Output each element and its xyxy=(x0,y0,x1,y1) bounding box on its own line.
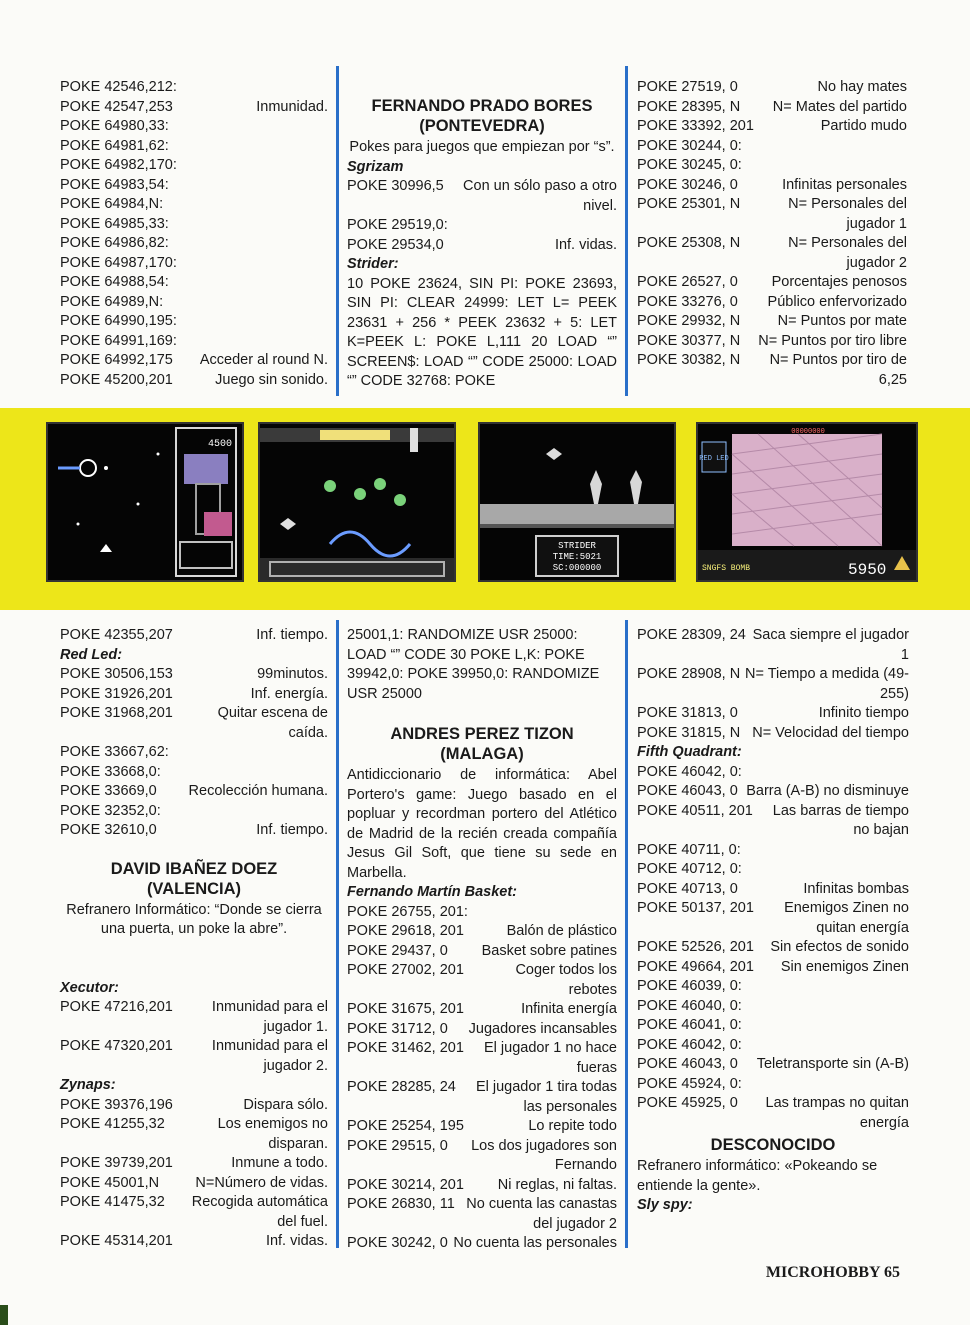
poke-code: POKE 46043, 0 xyxy=(637,1056,738,1072)
poke-list xyxy=(347,903,617,1254)
poke-row xyxy=(637,117,907,137)
poke-row xyxy=(637,938,909,958)
poke-row xyxy=(637,98,907,118)
page-corner-mark xyxy=(0,1305,8,1325)
poke-code: POKE 30996,5 xyxy=(347,178,444,194)
poke-code: POKE 32352,0: xyxy=(60,802,161,819)
poke-effect: Infinitas personales xyxy=(782,176,907,193)
poke-row xyxy=(60,254,328,274)
poke-effect: 99minutos. xyxy=(257,666,328,682)
page-footer: MICROHOBBY 65 xyxy=(765,1264,900,1281)
poke-code: POKE 25301, N xyxy=(637,196,741,212)
poke-list xyxy=(347,177,617,255)
poke-row xyxy=(637,137,907,157)
poke-row xyxy=(637,195,907,234)
poke-code: POKE 40712, 0: xyxy=(637,861,742,877)
strider-title: STRIDER xyxy=(558,541,596,551)
poke-code: POKE 45200,201 xyxy=(60,371,173,388)
poke-code: POKE 26527, 0 xyxy=(637,274,738,290)
poke-code: POKE 64980,33: xyxy=(60,118,169,134)
poke-code: POKE 42547,253 xyxy=(60,98,173,115)
poke-row xyxy=(637,273,907,293)
red-led-number: 5950 xyxy=(848,561,887,579)
poke-row xyxy=(637,665,909,704)
poke-effect: Saca siempre el jugador 1 xyxy=(752,627,909,663)
poke-row xyxy=(60,665,328,685)
poke-row xyxy=(637,724,909,744)
poke-effect: Acceder al round N. xyxy=(199,352,328,368)
poke-effect: Basket sobre patines xyxy=(481,942,617,959)
poke-code: POKE 64983,54: xyxy=(60,176,169,193)
poke-effect: Infinitas bombas xyxy=(803,880,909,897)
poke-effect: N= Puntos por tiro de 6,25 xyxy=(769,352,907,388)
poke-row xyxy=(637,841,909,861)
poke-effect: Con un sólo paso a otro nivel. xyxy=(463,178,617,214)
poke-row xyxy=(347,1117,617,1137)
poke-row xyxy=(347,1078,617,1117)
poke-code: POKE 29437, 0 xyxy=(347,942,448,959)
poke-code: POKE 45001,N xyxy=(60,1174,160,1191)
poke-row xyxy=(347,922,617,942)
poke-effect: N= Personales del jugador 1 xyxy=(788,196,907,232)
poke-row xyxy=(347,1234,617,1254)
poke-code: POKE 30246, 0 xyxy=(637,176,738,193)
poke-code: POKE 29534,0 xyxy=(347,236,444,253)
poke-row xyxy=(60,802,328,822)
column-divider xyxy=(336,620,339,1248)
poke-effect: Quitar escena de caída. xyxy=(217,705,328,741)
poke-row xyxy=(60,371,328,391)
poke-code: POKE 46042, 0: xyxy=(637,763,742,780)
poke-row xyxy=(60,78,328,98)
screenshot-xecutor xyxy=(46,422,244,582)
poke-row xyxy=(347,942,617,962)
poke-effect: N= Tiempo a medida (49-255) xyxy=(744,666,909,702)
poke-effect: Teletransporte sin (A-B) xyxy=(756,1056,909,1072)
poke-list xyxy=(60,626,328,646)
game-title: Fernando Martín Basket: xyxy=(347,884,517,900)
poke-row xyxy=(637,1075,909,1095)
poke-effect: Inf. tiempo. xyxy=(256,822,328,838)
poke-code: POKE 64990,195: xyxy=(60,313,177,329)
poke-row xyxy=(347,961,617,1000)
poke-code: POKE 52526, 201 xyxy=(637,939,754,955)
bottom-column-3 xyxy=(637,626,909,1216)
poke-row xyxy=(60,1174,328,1194)
poke-row xyxy=(60,743,328,763)
poke-code: POKE 39376,196 xyxy=(60,1096,173,1113)
poke-row xyxy=(60,156,328,176)
top-column-1 xyxy=(60,78,328,390)
top-column-3 xyxy=(637,78,907,390)
poke-row xyxy=(347,903,617,923)
intro-text: Antidiccionario de informática: Abel Portero's game: Juego basado en el popluar y recordman portero del Atlético de Madrid de la recién creada compañía Jesus Gil Soft, que tiene su sede en Marbella. xyxy=(347,767,617,881)
poke-code: POKE 31815, N xyxy=(637,724,741,741)
poke-effect: Inf. energía. xyxy=(250,685,328,702)
poke-row xyxy=(637,156,907,176)
poke-list xyxy=(60,78,328,390)
poke-row xyxy=(637,78,907,98)
poke-list xyxy=(60,998,328,1076)
poke-row xyxy=(637,332,907,352)
poke-row xyxy=(60,763,328,783)
poke-effect: Inf. tiempo. xyxy=(256,627,328,643)
poke-code: POKE 45925, 0 xyxy=(637,1095,738,1111)
intro-text: Pokes para juegos que empiezan por “s”. xyxy=(349,139,615,155)
poke-code: POKE 45314,201 xyxy=(60,1233,173,1249)
poke-code: POKE 42355,207 xyxy=(60,627,173,643)
game-title: Strider: xyxy=(347,256,399,272)
poke-row xyxy=(347,177,617,216)
bottom-column-2 xyxy=(347,626,617,1254)
poke-list xyxy=(60,665,328,841)
author-heading: ANDRES PEREZ TIZON (MALAGA) xyxy=(390,725,574,763)
poke-row xyxy=(60,1193,328,1232)
poke-row xyxy=(60,1096,328,1116)
basic-listing: 25001,1: RANDOMIZE USR 25000: LOAD “” CODE 30 POKE L,K: POKE 39942,0: POKE 39950,0: RANDOMIZE USR 25000 xyxy=(347,627,600,702)
poke-row xyxy=(637,1055,909,1075)
poke-code: POKE 64984,N: xyxy=(60,196,164,212)
poke-code: POKE 30382, N xyxy=(637,352,741,368)
poke-list xyxy=(637,78,907,390)
poke-effect: El jugador 1 tira todas las personales xyxy=(475,1079,617,1115)
poke-row xyxy=(347,1000,617,1020)
poke-effect: N= Puntos por tiro libre xyxy=(758,332,907,349)
game-title: Zynaps: xyxy=(60,1077,116,1093)
poke-effect: No cuenta las personales xyxy=(453,1235,617,1251)
poke-row xyxy=(637,880,909,900)
column-divider xyxy=(336,66,339,396)
author-heading: DESCONOCIDO xyxy=(710,1136,836,1154)
red-led-tag: SNGFS BOMB xyxy=(702,564,751,573)
poke-row xyxy=(347,236,617,256)
poke-effect: N= Velocidad del tiempo xyxy=(752,724,909,741)
poke-code: POKE 64992,175 xyxy=(60,352,173,368)
poke-row xyxy=(637,977,909,997)
red-led-score: 00000000 xyxy=(791,428,825,436)
poke-effect: Juego sin sonido. xyxy=(215,371,328,388)
poke-effect: Barra (A-B) no disminuye xyxy=(746,783,909,799)
poke-row xyxy=(637,234,907,273)
poke-code: POKE 27002, 201 xyxy=(347,962,464,978)
poke-row xyxy=(637,899,909,938)
poke-row xyxy=(60,685,328,705)
poke-row xyxy=(60,1115,328,1154)
poke-code: POKE 31926,201 xyxy=(60,685,173,702)
poke-code: POKE 46043, 0 xyxy=(637,783,738,799)
strider-score: SC:000000 xyxy=(552,563,602,573)
basic-listing: 10 POKE 23624, SIN PI: POKE 23693, SIN PI: CLEAR 24999: LET L= PEEK 23631 + 256 * PEEK 23632 + 5: LET K=PEEK L: POKE L,111 20 LOAD “” SCREEN$: LOAD “” CODE 25000: LOAD “” CODE 32768: POKE xyxy=(347,275,617,389)
poke-row xyxy=(60,1037,328,1076)
poke-effect: No cuenta las canastas del jugador 2 xyxy=(466,1196,617,1232)
poke-row xyxy=(637,312,907,332)
poke-code: POKE 39739,201 xyxy=(60,1155,173,1171)
poke-effect: Jugadores incansables xyxy=(468,1020,617,1037)
refran-text: Refranero informático: «Pokeando se entiende la gente». xyxy=(637,1158,878,1194)
poke-effect: Recolección humana. xyxy=(188,783,328,799)
poke-code: POKE 28309, 24 xyxy=(637,627,746,643)
poke-code: POKE 46040, 0: xyxy=(637,997,742,1014)
poke-effect: Coger todos los rebotes xyxy=(515,962,617,998)
poke-code: POKE 50137, 201 xyxy=(637,900,754,916)
poke-row xyxy=(637,1094,909,1133)
poke-row xyxy=(60,998,328,1037)
poke-effect: N= Personales del jugador 2 xyxy=(788,235,907,271)
poke-code: POKE 49664, 201 xyxy=(637,958,754,975)
poke-row xyxy=(347,1039,617,1078)
poke-row xyxy=(637,763,909,783)
column-divider xyxy=(625,620,628,1248)
poke-code: POKE 64981,62: xyxy=(60,137,169,154)
poke-row xyxy=(60,704,328,743)
poke-effect: Los dos jugadores son Fernando xyxy=(471,1137,617,1173)
poke-code: POKE 30242, 0 xyxy=(347,1235,448,1251)
game-title: Sgrizam xyxy=(347,158,404,175)
poke-row xyxy=(60,117,328,137)
poke-code: POKE 30245, 0: xyxy=(637,157,742,173)
poke-effect: Inf. vidas. xyxy=(554,236,617,253)
poke-code: POKE 33667,62: xyxy=(60,744,169,760)
poke-code: POKE 31813, 0 xyxy=(637,705,738,721)
poke-row xyxy=(60,782,328,802)
poke-effect: Las barras de tiempo no bajan xyxy=(772,802,909,838)
score-readout: 4500 xyxy=(208,439,233,450)
poke-code: POKE 29932, N xyxy=(637,313,741,329)
poke-code: POKE 64987,170: xyxy=(60,254,177,271)
poke-code: POKE 29519,0: xyxy=(347,217,448,233)
poke-row xyxy=(60,626,328,646)
poke-effect: Enemigos Zinen no quitan energía xyxy=(784,900,909,936)
poke-code: POKE 33392, 201 xyxy=(637,118,754,134)
poke-effect: Inmune a todo. xyxy=(231,1155,328,1171)
poke-row xyxy=(347,216,617,236)
poke-code: POKE 46041, 0: xyxy=(637,1017,742,1033)
poke-effect: Inmunidad para el jugador 2. xyxy=(211,1038,328,1074)
game-title: Red Led: xyxy=(60,646,123,663)
poke-row xyxy=(347,1176,617,1196)
game-title: Fifth Quadrant: xyxy=(637,744,742,760)
poke-list xyxy=(60,1096,328,1252)
poke-effect: Las trampas no quitan energía xyxy=(765,1095,909,1131)
poke-row xyxy=(347,1137,617,1176)
poke-row xyxy=(637,626,909,665)
poke-code: POKE 25254, 195 xyxy=(347,1118,464,1134)
poke-code: POKE 33668,0: xyxy=(60,763,161,780)
poke-row xyxy=(60,351,328,371)
poke-effect: Balón de plástico xyxy=(506,923,617,939)
author-heading: FERNANDO PRADO BORES (PONTEVEDRA) xyxy=(371,97,593,135)
poke-code: POKE 46042, 0: xyxy=(637,1036,742,1053)
poke-row xyxy=(60,176,328,196)
poke-effect: Infinita energía xyxy=(521,1001,617,1017)
game-title: Sly spy: xyxy=(637,1197,693,1213)
poke-list xyxy=(637,626,909,743)
poke-row xyxy=(637,351,907,390)
poke-row xyxy=(637,293,907,313)
poke-code: POKE 64986,82: xyxy=(60,235,169,251)
poke-row xyxy=(637,802,909,841)
poke-code: POKE 33669,0 xyxy=(60,783,157,799)
poke-code: POKE 31462, 201 xyxy=(347,1040,464,1056)
poke-code: POKE 31675, 201 xyxy=(347,1001,464,1017)
poke-row xyxy=(60,215,328,235)
poke-code: POKE 26755, 201: xyxy=(347,903,468,920)
poke-code: POKE 33276, 0 xyxy=(637,293,738,310)
screenshot-red-led xyxy=(696,422,918,582)
poke-code: POKE 41475,32 xyxy=(60,1194,165,1210)
poke-code: POKE 30214, 201 xyxy=(347,1176,464,1193)
poke-code: POKE 29618, 201 xyxy=(347,923,464,939)
poke-effect: Infinito tiempo xyxy=(818,705,909,721)
poke-code: POKE 31712, 0 xyxy=(347,1020,448,1037)
poke-effect: Los enemigos no disparan. xyxy=(217,1116,328,1152)
poke-row xyxy=(347,1195,617,1234)
poke-row xyxy=(60,821,328,841)
poke-code: POKE 27519, 0 xyxy=(637,79,738,95)
poke-effect: N=Número de vidas. xyxy=(195,1174,328,1191)
top-column-2 xyxy=(347,78,617,392)
poke-row xyxy=(60,137,328,157)
poke-row xyxy=(637,1016,909,1036)
poke-effect: Sin enemigos Zinen xyxy=(780,958,909,975)
poke-code: POKE 30506,153 xyxy=(60,666,173,682)
poke-list xyxy=(637,763,909,1134)
poke-effect: N= Puntos por mate xyxy=(777,313,907,329)
poke-code: POKE 64988,54: xyxy=(60,274,169,290)
poke-effect: El jugador 1 no hace fueras xyxy=(483,1040,617,1076)
poke-effect: N= Mates del partido xyxy=(772,98,907,115)
poke-row xyxy=(637,782,909,802)
poke-row xyxy=(637,1036,909,1056)
poke-row xyxy=(60,195,328,215)
poke-code: POKE 25308, N xyxy=(637,235,741,251)
strider-time: TIME:5021 xyxy=(552,552,602,562)
poke-row xyxy=(60,273,328,293)
column-divider xyxy=(625,66,628,396)
poke-code: POKE 64982,170: xyxy=(60,157,177,173)
poke-code: POKE 46039, 0: xyxy=(637,978,742,994)
poke-code: POKE 32610,0 xyxy=(60,822,157,838)
game-title: Xecutor: xyxy=(60,979,119,996)
poke-effect: Recogida automática del fuel. xyxy=(191,1194,328,1230)
poke-code: POKE 40711, 0: xyxy=(637,841,741,858)
poke-code: POKE 64991,169: xyxy=(60,332,177,349)
poke-effect: Inmunidad. xyxy=(256,98,328,115)
poke-code: POKE 64989,N: xyxy=(60,293,164,310)
poke-row xyxy=(60,234,328,254)
poke-code: POKE 30377, N xyxy=(637,332,741,349)
poke-row xyxy=(60,1232,328,1252)
poke-row xyxy=(60,1154,328,1174)
poke-effect: Público enfervorizado xyxy=(767,293,907,310)
poke-row xyxy=(637,860,909,880)
poke-effect: Inmunidad para el jugador 1. xyxy=(211,999,328,1035)
poke-effect: Porcentajes penosos xyxy=(771,274,907,290)
poke-code: POKE 47216,201 xyxy=(60,999,173,1015)
poke-code: POKE 29515, 0 xyxy=(347,1137,448,1154)
poke-code: POKE 28908, N xyxy=(637,666,741,682)
poke-effect: Ni reglas, ni faltas. xyxy=(497,1176,617,1193)
poke-row xyxy=(60,98,328,118)
poke-row xyxy=(637,997,909,1017)
bottom-column-1 xyxy=(60,626,328,1252)
poke-effect: Sin efectos de sonido xyxy=(770,939,909,955)
poke-effect: Partido mudo xyxy=(820,118,907,134)
poke-row xyxy=(637,176,907,196)
poke-code: POKE 40511, 201 xyxy=(637,802,753,819)
poke-code: POKE 41255,32 xyxy=(60,1116,165,1132)
poke-row xyxy=(637,704,909,724)
poke-code: POKE 42546,212: xyxy=(60,79,177,95)
poke-row xyxy=(347,1020,617,1040)
author-heading: DAVID IBAÑEZ DOEZ (VALENCIA) xyxy=(110,859,278,898)
poke-effect: Dispara sólo. xyxy=(243,1096,328,1113)
refran-text: Refranero Informático: “Donde se cierra una puerta, un poke la abre”. xyxy=(66,901,322,937)
red-led-side-label: RED LED xyxy=(699,455,729,463)
poke-row xyxy=(60,332,328,352)
poke-effect: Lo repite todo xyxy=(528,1118,617,1134)
poke-code: POKE 45924, 0: xyxy=(637,1075,742,1092)
screenshot-zynaps xyxy=(258,422,456,582)
poke-code: POKE 26830, 11 xyxy=(347,1196,455,1212)
poke-code: POKE 28285, 24 xyxy=(347,1079,456,1095)
poke-code: POKE 64985,33: xyxy=(60,215,169,232)
poke-code: POKE 40713, 0 xyxy=(637,880,738,897)
poke-code: POKE 28395, N xyxy=(637,98,741,115)
poke-code: POKE 30244, 0: xyxy=(637,137,742,154)
poke-code: POKE 47320,201 xyxy=(60,1038,173,1054)
poke-row xyxy=(60,312,328,332)
poke-row xyxy=(60,293,328,313)
poke-row xyxy=(637,958,909,978)
poke-effect: Inf. vidas. xyxy=(265,1233,328,1249)
poke-code: POKE 31968,201 xyxy=(60,705,173,721)
poke-effect: No hay mates xyxy=(817,79,907,95)
screenshot-strider xyxy=(478,422,676,582)
